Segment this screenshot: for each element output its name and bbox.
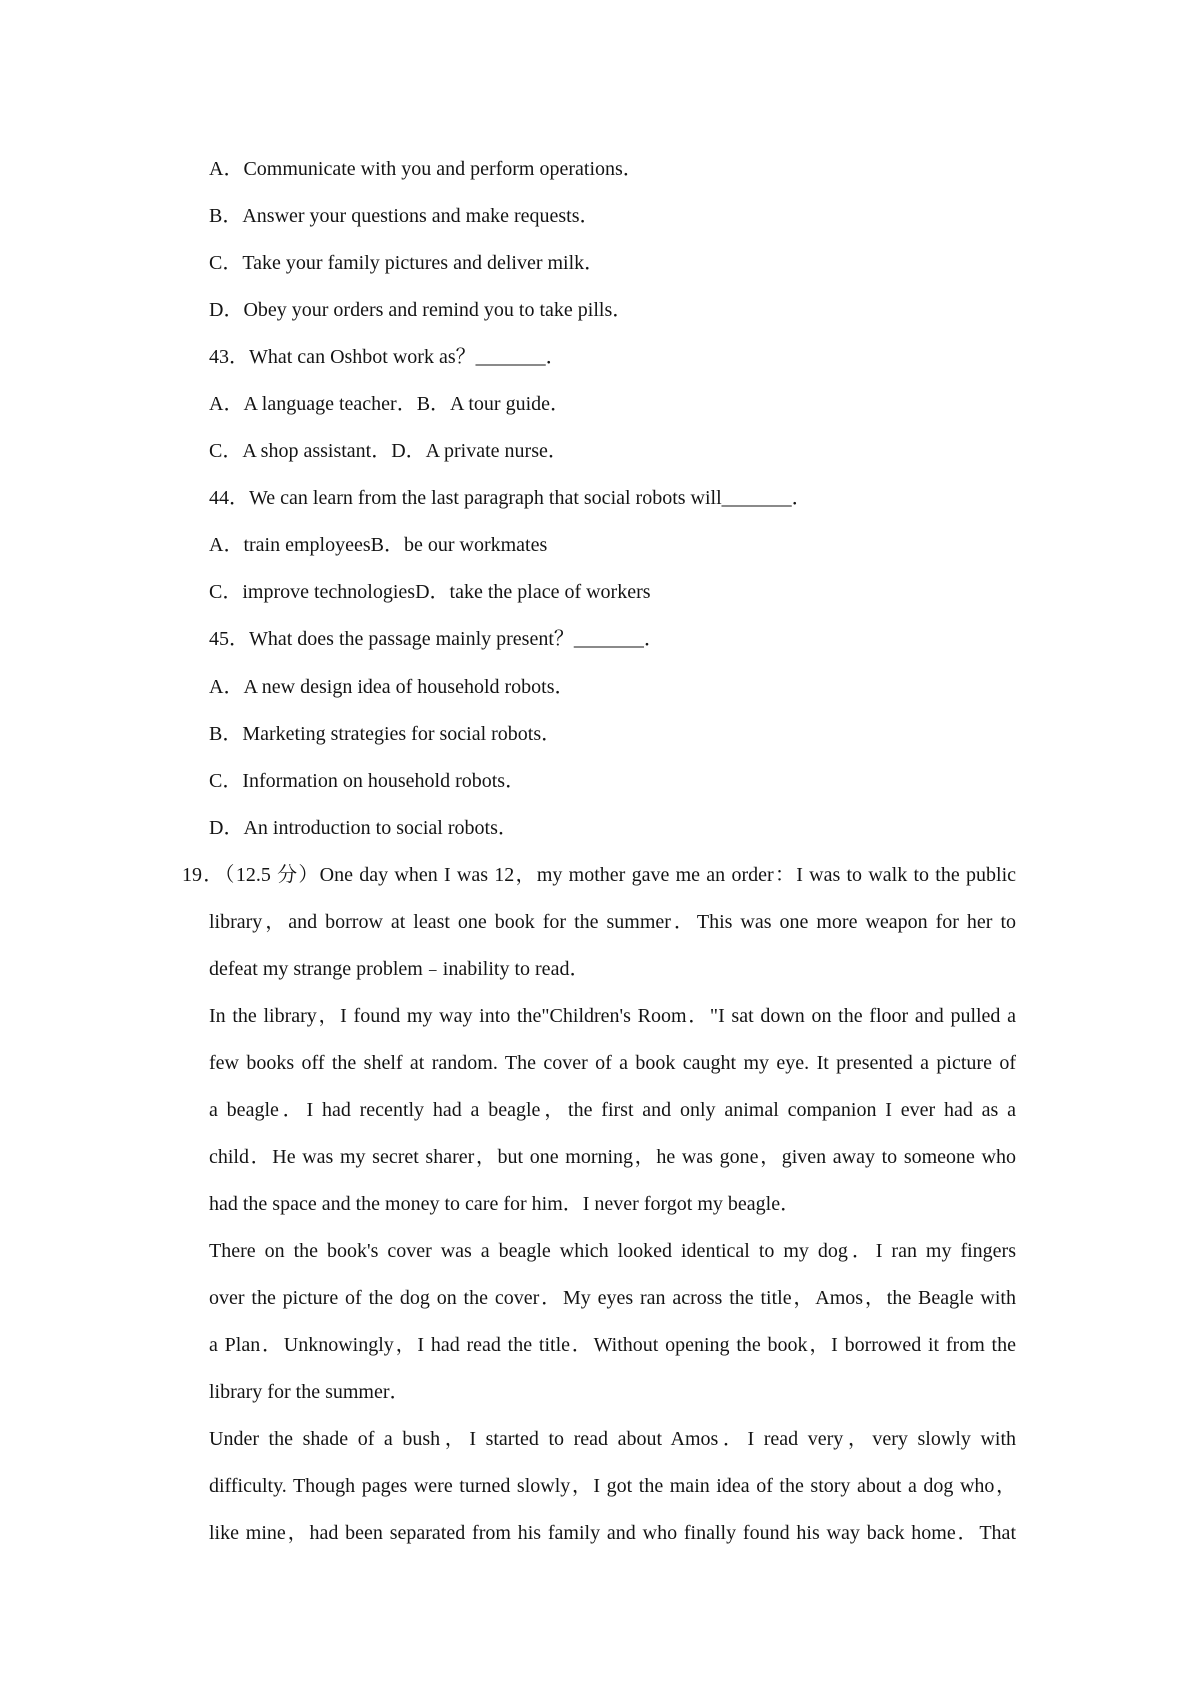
passage-line: Under the shade of a bush，I started to read about Amos．I read very，very slowly with — [209, 1428, 1016, 1451]
exam-page — [0, 146, 1200, 1557]
passage-line: library，and borrow at least one book for the summer．This was one more weapon for her to — [209, 910, 1016, 933]
passage-line: had the space and the money to care for him．I never forgot my beagle． — [209, 1193, 801, 1216]
option-line: A．A new design idea of household robots． — [209, 675, 575, 698]
question-stem: 45．What does the passage mainly present？_______． — [209, 628, 664, 651]
option-line: C．A shop assistant．D．A private nurse． — [209, 440, 568, 463]
option-line: D．Obey your orders and remind you to take pills． — [209, 299, 633, 322]
option-line: A．A language teacher．B．A tour guide． — [209, 393, 571, 416]
question-heading: 19．（12.5 分） — [182, 863, 320, 886]
option-line: D．An introduction to social robots． — [209, 816, 518, 839]
option-line: C．improve technologiesD．take the place of workers — [209, 581, 651, 604]
passage-line-text: One day when I was 12，my mother gave me an order：I was to walk to the public — [319, 863, 1016, 886]
option-line: A．train employeesB．be our workmates — [209, 534, 548, 557]
passage-line: child．He was my secret sharer，but one morning，he was gone，given away to someone who — [209, 1145, 1016, 1168]
option-line: A．Communicate with you and perform operations． — [209, 158, 643, 180]
passage-line: defeat my strange problem﹣inability to read． — [209, 957, 590, 980]
passage-line: a Plan．Unknowingly，I had read the title．Without opening the book，I borrowed it from the — [209, 1334, 1016, 1357]
passage-line: difficulty. Though pages were turned slowly，I got the main idea of the story about a dog who， — [209, 1475, 1016, 1498]
passage-line: over the picture of the dog on the cover．My eyes ran across the title，Amos，the Beagle with — [209, 1287, 1016, 1310]
option-line: B．Answer your questions and make requests． — [209, 205, 600, 228]
option-line: C．Information on household robots． — [209, 769, 526, 792]
passage-line: In the library，I found my way into the"Children's Room．"I sat down on the floor and pulled a — [209, 1004, 1016, 1027]
passage-line: There on the book's cover was a beagle which looked identical to my dog．I ran my fingers — [209, 1240, 1016, 1263]
passage-line: few books off the shelf at random. The cover of a book caught my eye. It presented a picture of — [209, 1051, 1016, 1074]
question-stem: 43．What can Oshbot work as？_______． — [209, 346, 566, 369]
option-line: B．Marketing strategies for social robots． — [209, 722, 562, 745]
question-stem: 44．We can learn from the last paragraph that social robots will_______． — [209, 487, 812, 510]
passage-line: like mine，had been separated from his family and who finally found his way back home．That — [209, 1522, 1016, 1545]
passage-line: library for the summer． — [209, 1381, 410, 1404]
option-line: C．Take your family pictures and deliver milk． — [209, 252, 605, 275]
passage-first-line — [182, 852, 1016, 899]
passage-line: a beagle．I had recently had a beagle，the first and only animal companion I ever had as a — [209, 1098, 1016, 1121]
